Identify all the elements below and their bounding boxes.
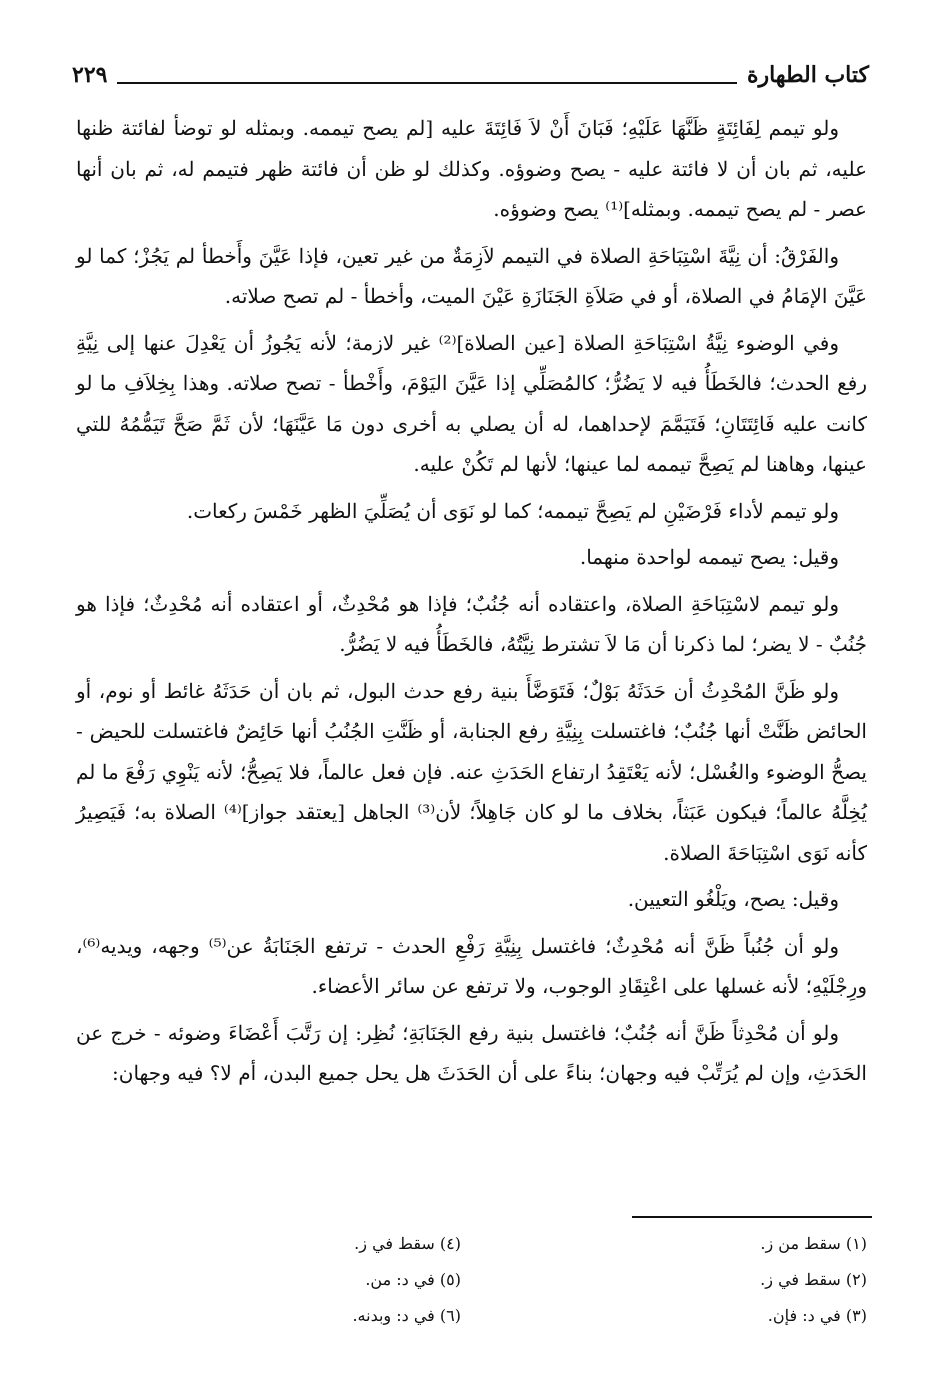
paragraph: ولو تيمم لأداء فَرْضَيْنِ لم يَصِحَّ تيممه؛ كما لو نَوَى أن يُصَلِّيَ الظهر خَمْسَ ركعات. [186,498,839,523]
paragraph: وفي الوضوء نِيَّةُ اسْتِبَاحَةِ الصلاة [عين الصلاة]⁽²⁾ غير لازمة؛ لأنه يَجُوزُ أن يَعْدِلَ عنها إلى نِيَّةِ رفع الحدث؛ فالخَطَأُ فيه لا يَضُرُّ؛ كالمُصَلِّي إذا عَيَّنَ اليَوْمَ، وأَخْطأ - تصح صلاته. وهذا بِخِلاَفِ ما لو كانت عليه فَائِتَتَانِ؛ فَتَيَمَّمَ لإحداهما، له أن يصلي به أخرى دون مَا عَيَّنَهَا؛ لأن ثَمَّ صَحَّ تَيَمُّمُهُ للتي عينها، وهاهنا لم يَصِحَّ تيممه لما عينها؛ لأنها لم تَكُنْ عليه. [76,330,867,476]
paragraph: ولو ظَنَّ المُحْدِثُ أن حَدَثَهُ بَوْلٌ؛ فَتَوَضَّأَ بنية رفع حدث البول، ثم بان أن حَدَثَهُ غائط أو نوم، أو الحائض ظَنَّتْ أنها جُنُبٌ؛ فاغتسلت بِنِيَّةِ رفع الجنابة، أو ظَنَّتِ الجُنُبُ أنها حَائِضٌ فاغتسلت للحيض - يصحُّ الوضوء والغُسْل؛ لأنه يَعْتَقِدُ ارتفاع الحَدَثِ عنه. فإن فعل عالماً، فلا يَصِحُّ؛ لأنه يَنْوِي رَفْعَ ما لم يُخِلَّهُ عالماً؛ فيكون عَبَثاً، بخلاف ما لو كان جَاهِلاً؛ لأن⁽³⁾ الجاهل [يعتقد جواز]⁽⁴⁾ الصلاة به؛ فَيَصِيرُ كأنه نَوَى اسْتِبَاحَةَ الصلاة. [76,678,867,865]
footnote: (١) سقط من ز. [760,1234,867,1253]
footnotes-left-column [201,1226,461,1334]
paragraph: ولو أن جُنُباً ظَنَّ أنه مُحْدِثٌ؛ فاغتسل بِنِيَّةِ رَفْعِ الحدث - ترتفع الجَنَابَةُ عن⁽⁵⁾ وجهه، ويديه⁽⁶⁾، ورِجْلَيْهِ؛ لأنه غسلها على اعْتِقَادِ الوجوب، ولا ترتفع عن سائر الأعضاء. [76,933,867,998]
chapter-title: كتاب الطهارة [746,62,869,88]
main-text [76,108,867,1100]
footnote: (٤) سقط في ز. [354,1234,461,1253]
paragraph: وقيل: يصح، ويَلْغُو التعيين. [627,887,839,911]
paragraph: ولو تيمم لاسْتِبَاحَةِ الصلاة، واعتقاده أنه جُنُبٌ؛ فإذا هو مُحْدِثٌ، أو اعتقاده أنه مُحْدِثٌ؛ فإذا هو جُنُبٌ - لا يضر؛ لما ذكرنا أن مَا لاَ تشترط نِيَّتُهُ، فالخَطَأُ فيه لا يَضُرُّ. [76,591,867,656]
header-rule [117,82,737,84]
page-number: ٢٢٩ [72,62,108,88]
paragraph: وقيل: يصح تيممه لواحدة منهما. [579,545,839,569]
footnote-separator [632,1216,872,1218]
footnote: (٣) في د: فإن. [767,1306,867,1325]
footnotes-right-column [607,1226,867,1334]
footnote: (٥) في د: من. [365,1270,461,1289]
running-header [72,58,869,92]
paragraph: ولو أن مُحْدِثاً ظَنَّ أنه جُنُبٌ؛ فاغتسل بنية رفع الجَنَابَةِ؛ نُظِر: إن رَتَّبَ أَعْضَاءَ وضوئه - خرج عن الحَدَثِ، وإن لم يُرَتِّبْ فيه وجهان؛ بناءً على أن الحَدَثَ هل يحل جميع البدن، أم لا؟ فيه وجهان: [76,1020,867,1085]
footnote: (٦) في د: وبدنه. [352,1306,461,1325]
paragraph: ولو تيمم لِفَائِتَةٍ ظَنَّهَا عَلَيْهِ؛ فَبَانَ أَنْ لاَ فَائِتَةَ عليه [لم يصح تيممه. وبمثله لو توضأ لفائتة ظنها عليه، ثم بان أن لا فائتة عليه - يصح وضوؤه. وكذلك لو ظن أن فائتة ظهر فتيمم له، ثم بان أنها عصر - لم يصح تيممه. وبمثله]⁽¹⁾ يصح وضوؤه. [76,116,867,221]
paragraph: والفَرْقُ: أن نِيَّةَ اسْتِبَاحَةِ الصلاة في التيمم لاَزِمَةٌ من غير تعين، فإذا عَيَّنَ وأَخطأ لم يَجُزْ؛ كما لو عَيَّنَ الإمَامُ في الصلاة، أو في صَلاَةِ الجَنَازَةِ عَيْنَ الميت، وأخطأ - لم تصح صلاته. [76,243,867,308]
footnote: (٢) سقط في ز. [760,1270,867,1289]
